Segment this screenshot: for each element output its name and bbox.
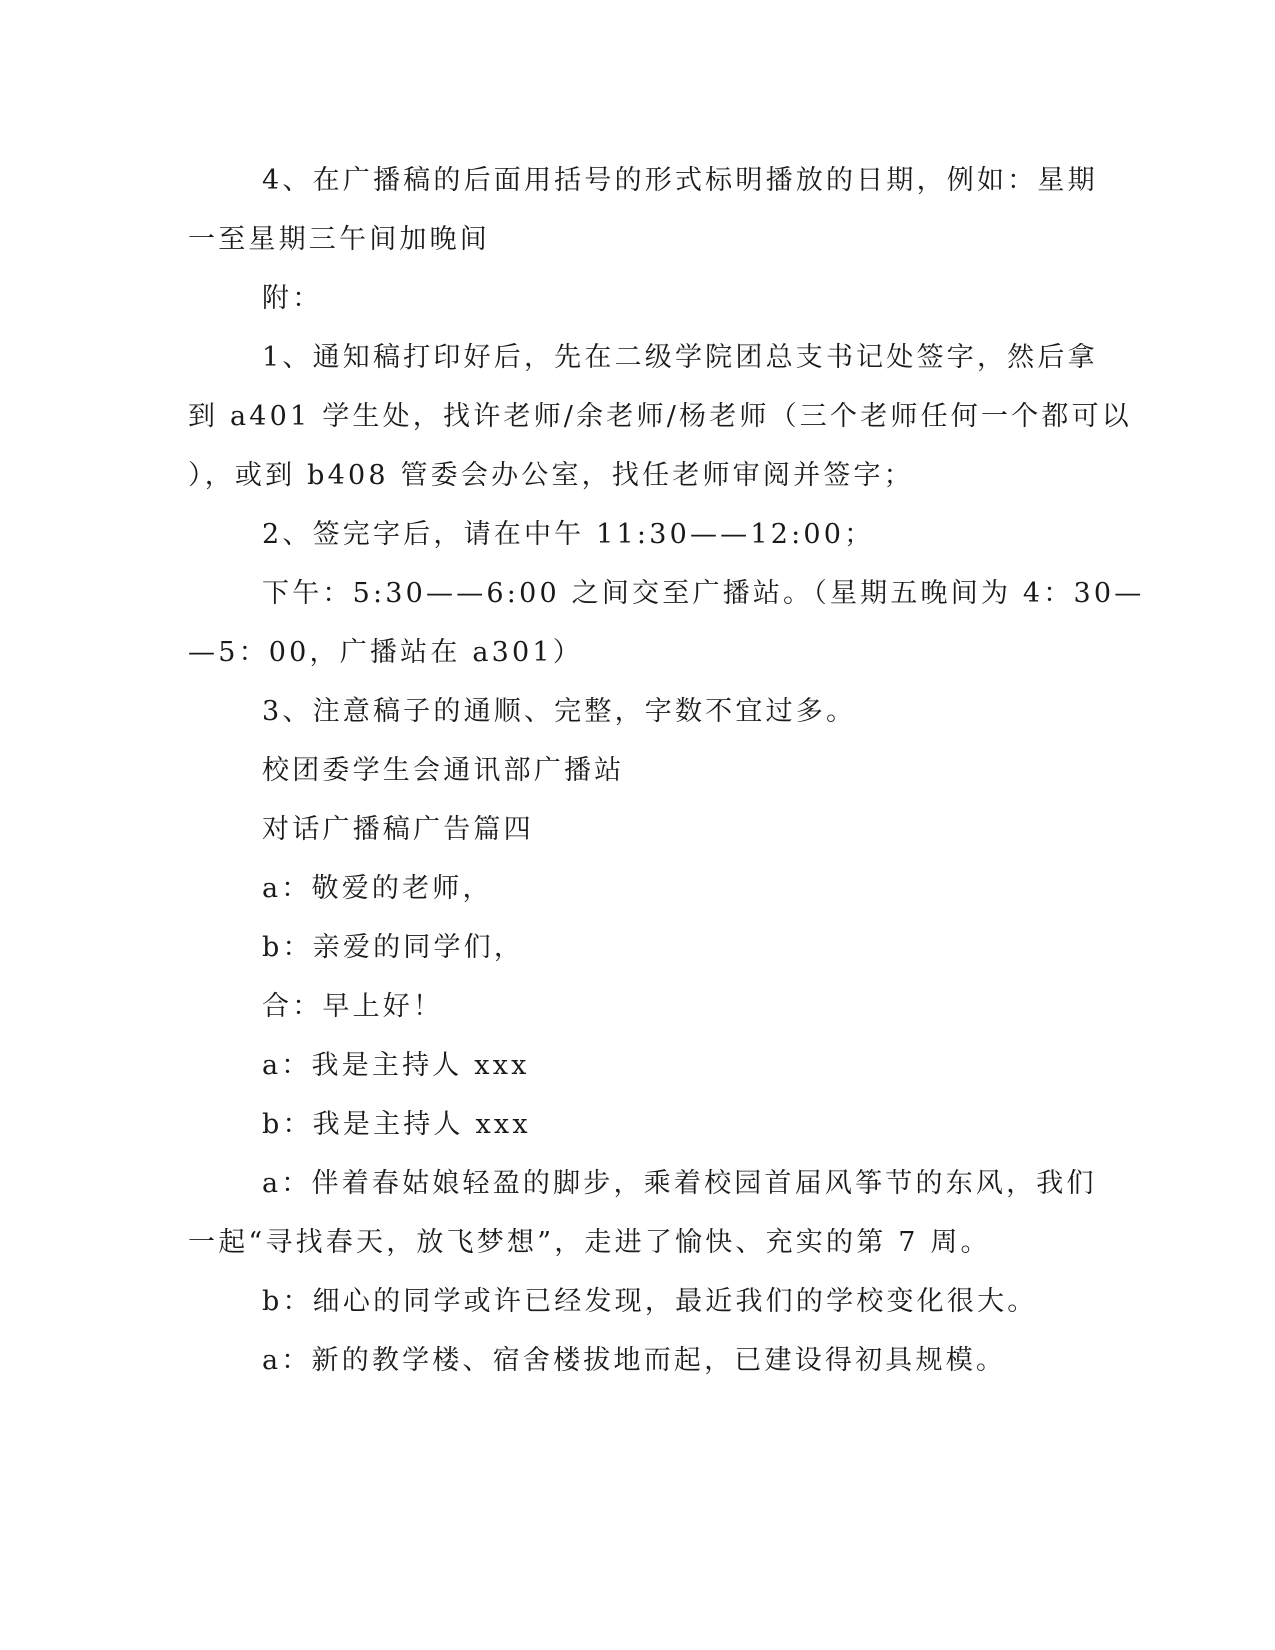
dialogue-line: a：敬爱的老师， bbox=[262, 873, 493, 904]
dialogue-line: a：新的教学楼、宿舍楼拔地而起，已建设得初具规模。 bbox=[262, 1345, 1007, 1376]
dialogue-line: b：细心的同学或许已经发现，最近我们的学校变化很大。 bbox=[262, 1286, 1038, 1317]
paragraph-line: —5：00，广播站在 a301） bbox=[188, 637, 583, 668]
paragraph-line: ），或到 b408 管委会办公室，找任老师审阅并签字； bbox=[188, 460, 914, 491]
dialogue-line: 一起“寻找春天，放飞梦想”，走进了愉快、充实的第 7 周。 bbox=[188, 1227, 991, 1258]
paragraph-line: 附： bbox=[262, 283, 323, 314]
dialogue-line: a：伴着春姑娘轻盈的脚步，乘着校园首届风筝节的东风，我们 bbox=[262, 1168, 1097, 1199]
paragraph-line: 3、注意稿子的通顺、完整，字数不宜过多。 bbox=[262, 696, 857, 727]
paragraph-line: 到 a401 学生处，找许老师/余老师/杨老师（三个老师任何一个都可以 bbox=[188, 401, 1132, 432]
paragraph-line: 2、签完字后，请在中午 11:30——12:00； bbox=[262, 519, 875, 550]
section-heading: 对话广播稿广告篇四 bbox=[262, 814, 534, 845]
dialogue-line: 合：早上好！ bbox=[262, 991, 444, 1022]
paragraph-line: 一至星期三午间加晚间 bbox=[188, 224, 490, 255]
dialogue-line: b：亲爱的同学们， bbox=[262, 932, 525, 963]
paragraph-line: 1、通知稿打印好后，先在二级学院团总支书记处签字，然后拿 bbox=[262, 342, 1098, 373]
dialogue-line: b：我是主持人 xxx bbox=[262, 1109, 531, 1140]
paragraph-line: 校团委学生会通讯部广播站 bbox=[262, 755, 625, 786]
paragraph-line: 下午：5:30——6:00 之间交至广播站。（星期五晚间为 4：30— bbox=[262, 578, 1145, 609]
paragraph-line: 4、在广播稿的后面用括号的形式标明播放的日期，例如：星期 bbox=[262, 165, 1098, 196]
dialogue-line: a：我是主持人 xxx bbox=[262, 1050, 530, 1081]
